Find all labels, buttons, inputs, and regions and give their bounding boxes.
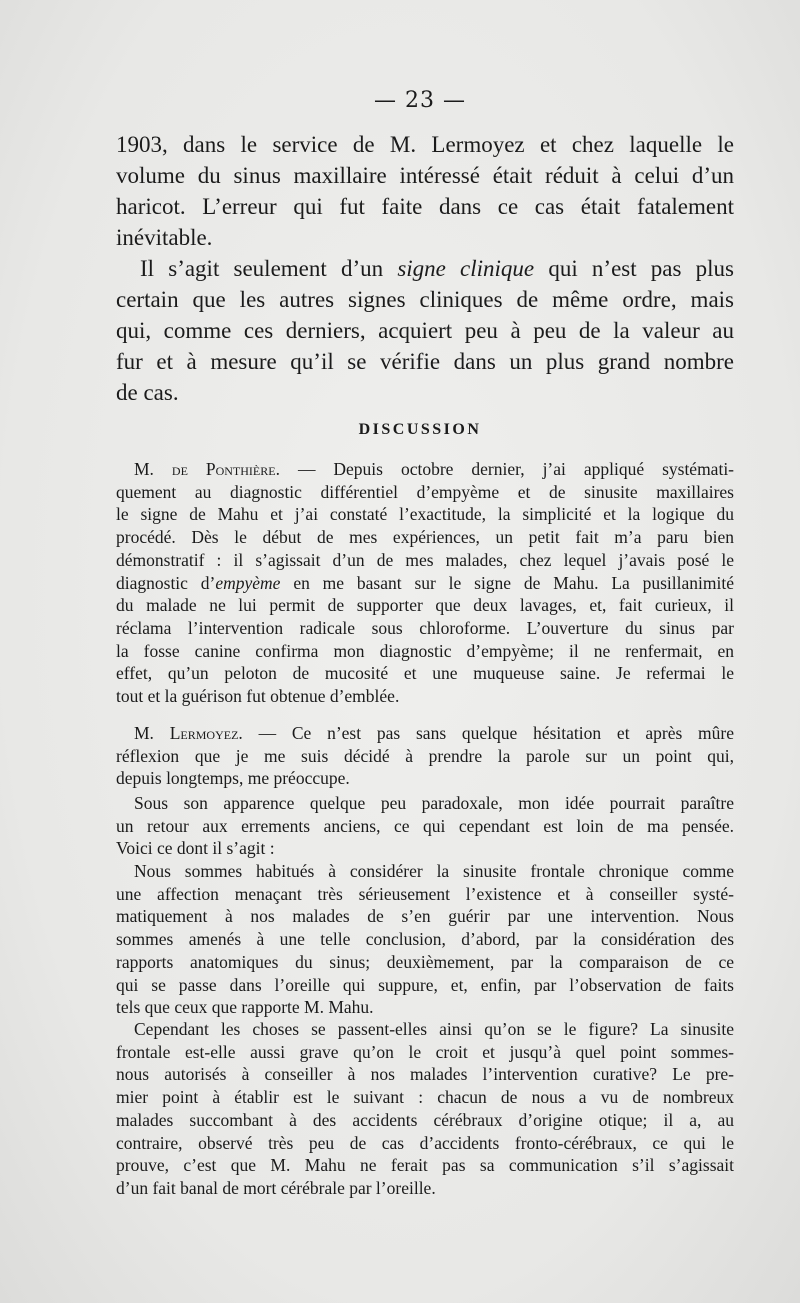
text-line: du malade ne lui permit de supporter que deux lavages, et, fait curieux, il bbox=[116, 595, 734, 616]
text-line: malades succombant à des accidents cérébraux d’origine otique; il a, au bbox=[116, 1109, 734, 1130]
text-line: matiquement à nos malades de s’en guérir par une intervention. Nous bbox=[116, 906, 734, 927]
text-line: tels que ceux que rapporte M. Mahu. bbox=[116, 997, 374, 1018]
italic-term: empyème bbox=[215, 572, 281, 593]
apparence-paragraph bbox=[116, 792, 734, 860]
text-line: qui, comme ces derniers, acquiert peu à peu de la valeur au bbox=[116, 318, 734, 343]
text-line bbox=[116, 722, 734, 745]
text-line: prouve, c’est que M. Mahu ne ferait pas sa communication s’il s’agissait bbox=[116, 1155, 734, 1176]
text-line bbox=[116, 458, 734, 481]
text-line: Cependant les choses se passent-elles ainsi qu’on se le figure? La sinusite bbox=[134, 1019, 734, 1039]
text-line: de cas. bbox=[116, 380, 179, 405]
text-line: 1903, dans le service de M. Lermoyez et chez laquelle le bbox=[116, 132, 734, 157]
speaker-name: M. de Ponthière. bbox=[134, 459, 280, 479]
text-line: effet, qu’un peloton de mucosité et une muqueuse saine. Je refermai le bbox=[116, 663, 734, 684]
text-line: sommes amenés à une telle conclusion, d’abord, par la considération des bbox=[116, 929, 734, 950]
text-line: démonstratif : il s’agissait d’un de mes malades, chez lequel j’avais posé le bbox=[116, 549, 734, 570]
page-number: — 23 — bbox=[374, 88, 466, 113]
text-line: la fosse canine confirma mon diagnostic d’empyème; il ne renfermait, en bbox=[116, 640, 734, 661]
text-line: frontale est-elle aussi grave qu’on le croit et jusqu’à quel point sommes- bbox=[116, 1041, 734, 1062]
text-line: fur et à mesure qu’il se vérifie dans un plus grand nombre bbox=[116, 349, 734, 374]
text-line: contraire, observé très peu de cas d’accidents fronto-cérébraux, ce qui le bbox=[116, 1132, 734, 1153]
italic-term: signe clinique bbox=[397, 256, 535, 281]
text-line: quement au diagnostic différentiel d’empyème et de sinusite maxillaires bbox=[116, 481, 734, 502]
text-line: Nous sommes habitués à considérer la sinusite frontale chronique comme bbox=[134, 861, 734, 881]
text-run: en me basant sur le signe de Mahu. La pusillanimité bbox=[293, 572, 734, 593]
text-line: une affection menaçant très sérieusement l’existence et à conseiller systé- bbox=[116, 883, 734, 904]
text-line: qui se passe dans l’oreille qui suppure, et, enfin, par l’observation de faits bbox=[116, 974, 734, 995]
ponthiere-paragraph bbox=[116, 458, 734, 708]
text-line: depuis longtemps, me préoccupe. bbox=[116, 768, 350, 789]
text-line: nous autorisés à conseiller à nos malades l’intervention curative? Le pre- bbox=[116, 1064, 734, 1085]
intro-paragraph-2 bbox=[116, 253, 734, 408]
text-line: Sous son apparence quelque peu paradoxale, mon idée pourrait paraître bbox=[134, 793, 734, 813]
text-line: tout et la guérison fut obtenue d’emblée. bbox=[116, 686, 400, 707]
text-line bbox=[116, 572, 734, 595]
text-line: haricot. L’erreur qui fut faite dans ce cas était fatalement bbox=[116, 194, 734, 219]
text-line: d’un fait banal de mort cérébrale par l’oreille. bbox=[116, 1177, 436, 1198]
text-line: réflexion que je me suis décidé à prendre la parole sur un point qui, bbox=[116, 745, 734, 766]
text-line: réclama l’intervention radicale sous chloroforme. L’ouverture du sinus par bbox=[116, 617, 734, 638]
lermoyez-paragraph bbox=[116, 722, 734, 790]
text-line: mier point à établir est le suivant : chacun de nous a vu de nombreux bbox=[116, 1087, 734, 1108]
speaker-name: M. Lermoyez. bbox=[134, 723, 243, 743]
text-line: volume du sinus maxillaire intéressé était réduit à celui d’un bbox=[116, 163, 734, 188]
habitues-paragraph bbox=[116, 860, 734, 1019]
text-run: — Ce n’est pas sans quelque hésitation et après mûre bbox=[258, 723, 735, 743]
text-line: rapports anatomiques du sinus; deuxièmement, par la comparaison de ce bbox=[116, 951, 734, 972]
text-line: inévitable. bbox=[116, 225, 213, 250]
text-run: qui n’est pas plus bbox=[548, 256, 734, 281]
text-line: certain que les autres signes cliniques de même ordre, mais bbox=[116, 287, 734, 312]
intro-paragraph-1 bbox=[116, 129, 734, 253]
text-line bbox=[116, 253, 734, 284]
text-line: le signe de Mahu et j’ai constaté l’exactitude, la simplicité et la logique du bbox=[116, 504, 734, 525]
text-line: Voici ce dont il s’agit : bbox=[116, 838, 275, 859]
text-line: procédé. Dès le début de mes expériences, un petit fait m’a paru bien bbox=[116, 527, 734, 548]
text-line: un retour aux errements anciens, ce qui cependant est loin de ma pensée. bbox=[116, 815, 734, 836]
cependant-paragraph bbox=[116, 1018, 734, 1200]
text-run: Il s’agit seulement d’un bbox=[140, 256, 384, 281]
section-heading: DISCUSSION bbox=[358, 421, 482, 438]
text-run: — Depuis octobre dernier, j’ai appliqué systémati- bbox=[297, 459, 735, 479]
text-run: diagnostic d’ bbox=[116, 572, 216, 593]
